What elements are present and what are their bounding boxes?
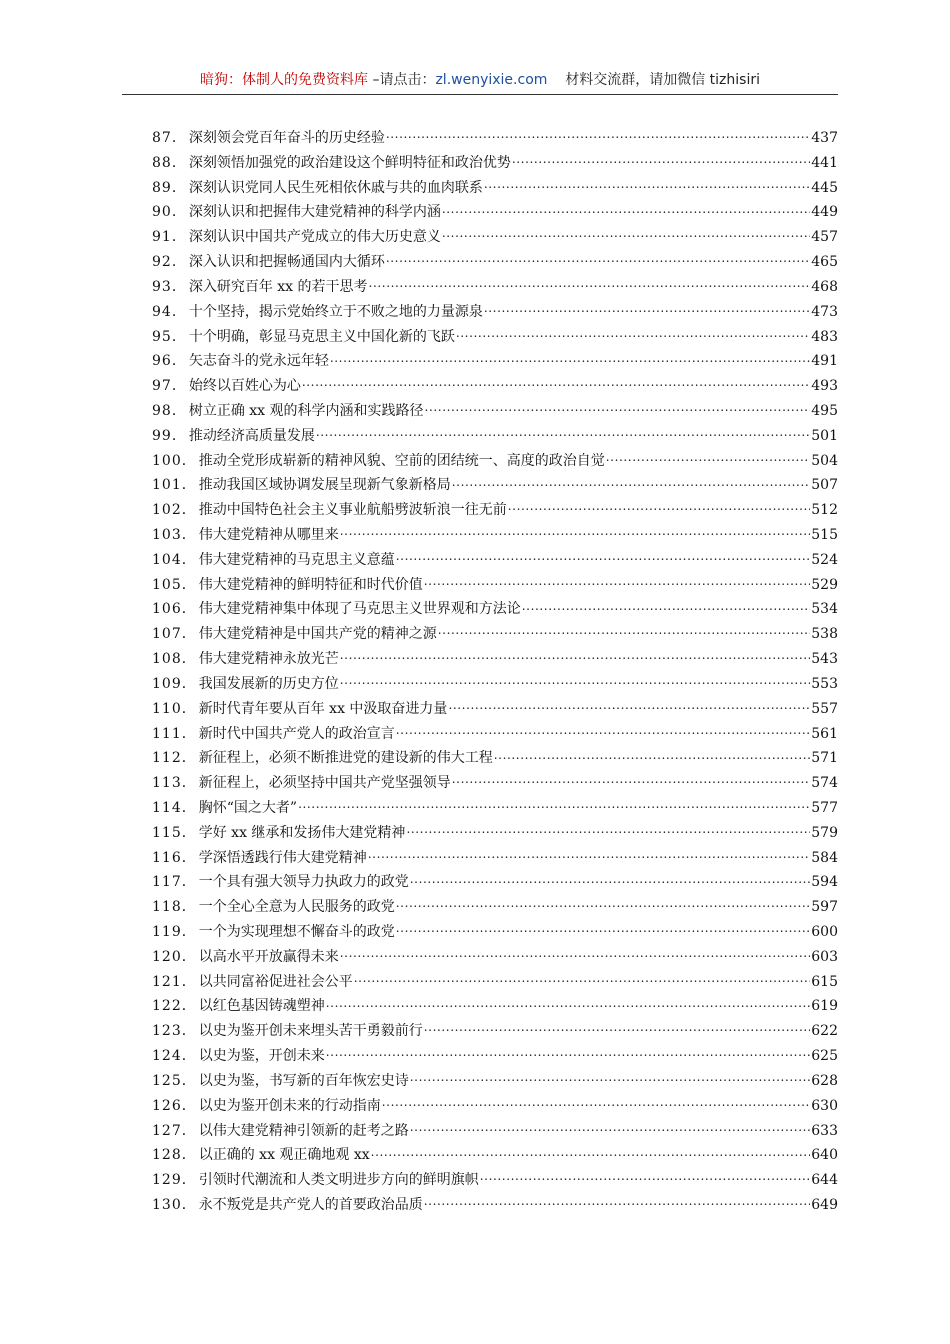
toc-entry[interactable]	[152, 722, 838, 747]
toc-entry-page-number: 584	[811, 849, 838, 866]
toc-entry-leader-dots	[396, 550, 811, 564]
toc-entry-title: 新时代中国共产党人的政治宣言	[198, 725, 395, 742]
toc-entry-number: 128．	[152, 1147, 197, 1164]
toc-entry-number: 91．	[152, 229, 187, 246]
toc-entry-page-number: 468	[811, 278, 838, 295]
toc-entry-title: 新征程上，必须坚持中国共产党坚强领导	[198, 775, 451, 792]
header-url-link[interactable]: zl.wenyixie.com	[435, 72, 548, 88]
toc-entry-leader-dots	[396, 922, 811, 936]
toc-entry-title: 推动我国区域协调发展呈现新气象新格局	[198, 477, 451, 494]
toc-entry-leader-dots	[424, 1021, 811, 1035]
toc-entry-title: 深刻领会党百年奋斗的历史经验	[188, 130, 385, 146]
toc-entry[interactable]	[152, 1119, 838, 1144]
toc-entry[interactable]	[152, 176, 838, 201]
toc-entry-leader-dots	[452, 773, 811, 787]
toc-entry-number: 108．	[152, 651, 197, 668]
toc-entry[interactable]	[152, 1019, 838, 1044]
toc-entry-page-number: 574	[811, 775, 838, 792]
toc-entry[interactable]	[152, 349, 838, 374]
toc-entry-page-number: 501	[811, 427, 838, 444]
toc-entry-page-number: 483	[811, 328, 838, 345]
toc-entry-title: 深刻认识和把握伟大建党精神的科学内涵	[188, 204, 441, 221]
toc-entry[interactable]	[152, 573, 838, 598]
toc-entry[interactable]	[152, 424, 838, 449]
toc-entry[interactable]	[152, 250, 838, 275]
toc-entry-number: 104．	[152, 551, 197, 568]
toc-entry-title: 一个为实现理想不懈奋斗的政党	[198, 924, 395, 940]
toc-entry-title: 矢志奋斗的党永远年轻	[188, 353, 329, 370]
toc-entry-page-number: 553	[811, 675, 838, 692]
toc-entry-title: 一个具有强大领导力执政力的政党	[198, 874, 409, 891]
header-brand: 暗狗：体制人的免费资料库	[200, 72, 368, 88]
toc-entry-leader-dots	[442, 202, 810, 216]
toc-entry-title: 伟大建党精神的马克思主义意蕴	[198, 551, 395, 568]
toc-entry[interactable]	[152, 1044, 838, 1069]
toc-entry-leader-dots	[326, 996, 811, 1010]
toc-entry-page-number: 561	[811, 725, 838, 742]
toc-entry-number: 117．	[152, 874, 197, 891]
table-of-contents	[152, 126, 838, 1218]
toc-entry-title: 以正确的 xx 观正确地观 xx	[198, 1147, 370, 1164]
toc-entry-page-number: 622	[811, 1023, 838, 1040]
toc-entry-page-number: 615	[811, 973, 838, 990]
toc-entry-number: 120．	[152, 948, 197, 965]
toc-entry-page-number: 437	[811, 130, 838, 146]
toc-entry-title: 始终以百姓心为心	[188, 378, 301, 395]
toc-entry-leader-dots	[512, 153, 810, 167]
toc-entry-leader-dots	[410, 872, 811, 886]
toc-entry-page-number: 644	[811, 1172, 838, 1189]
toc-entry-title: 引领时代潮流和人类文明进步方向的鲜明旗帜	[198, 1172, 479, 1189]
toc-entry[interactable]	[152, 1193, 838, 1218]
toc-entry-page-number: 512	[811, 502, 838, 519]
toc-entry-title: 新征程上，必须不断推进党的建设新的伟大工程	[198, 750, 493, 767]
toc-entry-title: 一个全心全意为人民服务的政党	[198, 899, 395, 916]
toc-entry-number: 87．	[152, 130, 187, 146]
toc-entry-number: 106．	[152, 601, 197, 618]
toc-entry-page-number: 594	[811, 874, 838, 891]
toc-entry-page-number: 571	[811, 750, 838, 767]
toc-entry-number: 109．	[152, 675, 197, 692]
toc-entry-number: 93．	[152, 278, 187, 295]
toc-entry-number: 115．	[152, 824, 197, 841]
toc-entry-number: 96．	[152, 353, 187, 370]
toc-entry-leader-dots	[484, 302, 810, 316]
toc-entry-title: 以史为鉴开创未来的行动指南	[198, 1097, 381, 1114]
toc-entry-number: 113．	[152, 775, 197, 792]
toc-entry-leader-dots	[456, 327, 810, 341]
toc-entry-leader-dots	[340, 649, 811, 663]
toc-entry-leader-dots	[382, 1096, 811, 1110]
toc-entry-number: 126．	[152, 1097, 197, 1114]
toc-entry[interactable]	[152, 895, 838, 920]
toc-entry[interactable]	[152, 1168, 838, 1193]
toc-entry[interactable]	[152, 870, 838, 895]
toc-entry-leader-dots	[330, 351, 810, 365]
toc-entry-number: 127．	[152, 1122, 197, 1139]
toc-entry-number: 98．	[152, 402, 187, 419]
toc-entry-leader-dots	[368, 848, 811, 862]
toc-entry-title: 我国发展新的历史方位	[198, 675, 339, 692]
toc-entry-page-number: 441	[811, 154, 838, 171]
toc-entry-page-number: 534	[811, 601, 838, 618]
toc-entry[interactable]	[152, 225, 838, 250]
toc-entry-number: 111．	[152, 725, 197, 742]
header-click-prompt: –请点击：	[368, 72, 436, 88]
toc-entry-number: 101．	[152, 477, 197, 494]
toc-entry[interactable]	[152, 647, 838, 672]
toc-entry-page-number: 640	[811, 1147, 838, 1164]
toc-entry-leader-dots	[448, 699, 810, 713]
toc-entry-leader-dots	[369, 277, 811, 291]
toc-entry[interactable]	[152, 945, 838, 970]
toc-entry-title: 以伟大建党精神引领新的赶考之路	[198, 1122, 409, 1139]
toc-entry[interactable]	[152, 697, 838, 722]
toc-entry-title: 伟大建党精神从哪里来	[198, 527, 339, 543]
toc-entry-number: 116．	[152, 849, 197, 866]
toc-entry-number: 122．	[152, 998, 197, 1015]
toc-entry[interactable]	[152, 151, 838, 176]
toc-entry-number: 97．	[152, 378, 187, 395]
toc-entry-title: 深刻认识中国共产党成立的伟大历史意义	[188, 229, 441, 246]
toc-entry-leader-dots	[425, 401, 811, 415]
toc-entry-number: 118．	[152, 899, 197, 916]
toc-entry[interactable]	[152, 821, 838, 846]
toc-entry[interactable]	[152, 548, 838, 573]
toc-entry-title: 伟大建党精神的鲜明特征和时代价值	[198, 576, 423, 593]
toc-entry-page-number: 600	[811, 924, 838, 940]
toc-entry-leader-dots	[316, 426, 810, 440]
toc-entry[interactable]	[152, 796, 838, 821]
toc-entry-page-number: 557	[811, 700, 838, 717]
toc-entry-title: 推动经济高质量发展	[188, 427, 315, 444]
toc-entry-page-number: 473	[811, 303, 838, 320]
toc-entry[interactable]	[152, 200, 838, 225]
toc-entry-leader-dots	[386, 252, 810, 266]
toc-entry-title: 以史为鉴，开创未来	[198, 1048, 325, 1065]
toc-entry-leader-dots	[340, 947, 811, 961]
toc-entry[interactable]	[152, 622, 838, 647]
toc-entry-number: 119．	[152, 924, 197, 940]
page-header	[122, 66, 838, 95]
toc-entry-number: 90．	[152, 204, 187, 221]
toc-entry[interactable]	[152, 846, 838, 871]
toc-entry[interactable]	[152, 1069, 838, 1094]
toc-entry-number: 110．	[152, 700, 197, 717]
toc-entry-number: 102．	[152, 502, 197, 519]
toc-entry-page-number: 628	[811, 1072, 838, 1089]
toc-entry-title: 深刻领悟加强党的政治建设这个鲜明特征和政治优势	[188, 154, 511, 171]
toc-entry-title: 以红色基因铸魂塑神	[198, 998, 325, 1015]
toc-entry-title: 胸怀“国之大者”	[198, 799, 298, 816]
toc-entry-page-number: 630	[811, 1097, 838, 1114]
toc-entry-leader-dots	[396, 724, 811, 738]
toc-entry-number: 130．	[152, 1196, 197, 1213]
toc-entry-number: 125．	[152, 1072, 197, 1089]
toc-entry-page-number: 515	[811, 527, 838, 543]
toc-entry-leader-dots	[406, 823, 810, 837]
toc-entry[interactable]	[152, 473, 838, 498]
toc-entry-page-number: 603	[811, 948, 838, 965]
toc-entry[interactable]	[152, 275, 838, 300]
toc-entry-leader-dots	[484, 178, 810, 192]
toc-entry-page-number: 633	[811, 1122, 838, 1139]
toc-entry-number: 92．	[152, 254, 187, 271]
toc-entry-title: 以史为鉴开创未来埋头苦干勇毅前行	[198, 1023, 423, 1040]
toc-entry[interactable]	[152, 672, 838, 697]
toc-entry-leader-dots	[396, 897, 811, 911]
toc-entry-title: 新时代青年要从百年 xx 中汲取奋进力量	[198, 700, 448, 717]
toc-entry-title: 伟大建党精神集中体现了马克思主义世界观和方法论	[198, 601, 521, 618]
toc-entry[interactable]	[152, 771, 838, 796]
toc-entry-title: 学深悟透践行伟大建党精神	[198, 849, 367, 866]
toc-entry-number: 121．	[152, 973, 197, 990]
toc-entry-page-number: 625	[811, 1048, 838, 1065]
toc-entry-leader-dots	[424, 1195, 811, 1209]
toc-entry[interactable]	[152, 746, 838, 771]
toc-entry-title: 以高水平开放赢得未来	[198, 948, 339, 965]
toc-entry[interactable]	[152, 1143, 838, 1168]
toc-entry-page-number: 649	[811, 1196, 838, 1213]
toc-entry-page-number: 493	[811, 378, 838, 395]
toc-entry[interactable]	[152, 449, 838, 474]
toc-entry-leader-dots	[302, 376, 810, 390]
toc-entry-title: 永不叛党是共产党人的首要政治品质	[198, 1196, 423, 1213]
toc-entry-leader-dots	[371, 1145, 811, 1159]
toc-entry-title: 深入认识和把握畅通国内大循环	[188, 254, 385, 271]
toc-entry-number: 100．	[152, 452, 197, 469]
toc-entry-title: 伟大建党精神是中国共产党的精神之源	[198, 626, 437, 643]
toc-entry-leader-dots	[494, 748, 811, 762]
toc-entry-title: 十个坚持，揭示党始终立于不败之地的力量源泉	[188, 303, 483, 320]
toc-entry-number: 123．	[152, 1023, 197, 1040]
toc-entry-page-number: 465	[811, 254, 838, 271]
toc-entry-leader-dots	[452, 475, 811, 489]
toc-entry-number: 114．	[152, 799, 197, 816]
toc-entry[interactable]	[152, 399, 838, 424]
toc-entry[interactable]	[152, 300, 838, 325]
toc-entry[interactable]	[152, 970, 838, 995]
toc-entry[interactable]	[152, 126, 838, 151]
toc-entry-page-number: 445	[811, 179, 838, 196]
toc-entry-number: 88．	[152, 154, 187, 171]
toc-entry-title: 深入研究百年 xx 的若干思考	[188, 278, 368, 295]
toc-entry-title: 伟大建党精神永放光芒	[198, 651, 339, 668]
toc-entry-page-number: 507	[811, 477, 838, 494]
toc-entry-leader-dots	[508, 500, 811, 514]
toc-entry-number: 94．	[152, 303, 187, 320]
toc-entry-number: 95．	[152, 328, 187, 345]
toc-entry[interactable]	[152, 920, 838, 945]
toc-entry[interactable]	[152, 523, 838, 548]
toc-entry[interactable]	[152, 498, 838, 523]
toc-entry-number: 124．	[152, 1048, 197, 1065]
toc-entry-page-number: 579	[811, 824, 838, 841]
toc-entry-leader-dots	[386, 128, 810, 142]
toc-entry-title: 十个明确，彰显马克思主义中国化新的飞跃	[188, 328, 455, 345]
toc-entry[interactable]	[152, 325, 838, 350]
toc-entry-page-number: 449	[811, 204, 838, 221]
toc-entry-leader-dots	[606, 451, 811, 465]
toc-entry-leader-dots	[298, 798, 810, 812]
toc-entry-page-number: 597	[811, 899, 838, 916]
toc-entry-page-number: 529	[811, 576, 838, 593]
toc-entry-leader-dots	[424, 575, 811, 589]
toc-entry[interactable]	[152, 374, 838, 399]
toc-entry-page-number: 504	[811, 452, 838, 469]
toc-entry-title: 推动全党形成崭新的精神风貌、空前的团结统一、高度的政治自觉	[198, 452, 605, 469]
toc-entry-page-number: 495	[811, 402, 838, 419]
toc-entry-page-number: 543	[811, 651, 838, 668]
toc-entry-number: 103．	[152, 527, 197, 543]
toc-entry-leader-dots	[410, 1071, 811, 1085]
toc-entry-title: 以共同富裕促进社会公平	[198, 973, 353, 990]
toc-entry-title: 推动中国特色社会主义事业航船劈波斩浪一往无前	[198, 502, 507, 519]
toc-entry-leader-dots	[354, 972, 811, 986]
toc-entry[interactable]	[152, 994, 838, 1019]
toc-entry-number: 105．	[152, 576, 197, 593]
toc-entry-number: 112．	[152, 750, 197, 767]
toc-entry-leader-dots	[340, 525, 811, 539]
toc-entry-leader-dots	[410, 1121, 811, 1135]
toc-entry-number: 107．	[152, 626, 197, 643]
toc-entry-page-number: 538	[811, 626, 838, 643]
toc-entry-leader-dots	[522, 599, 811, 613]
toc-entry-page-number: 577	[811, 799, 838, 816]
header-wechat-text: 材料交流群，请加微信 tizhisiri	[565, 72, 760, 88]
toc-entry-leader-dots	[438, 624, 811, 638]
toc-entry-page-number: 619	[811, 998, 838, 1015]
toc-entry-page-number: 457	[811, 229, 838, 246]
toc-entry-page-number: 524	[811, 551, 838, 568]
toc-entry-page-number: 491	[811, 353, 838, 370]
toc-entry-title: 学好 xx 继承和发扬伟大建党精神	[198, 824, 406, 841]
toc-entry-leader-dots	[480, 1170, 811, 1184]
toc-entry-leader-dots	[340, 674, 811, 688]
toc-entry-leader-dots	[326, 1046, 811, 1060]
toc-entry-number: 89．	[152, 179, 187, 196]
toc-entry-title: 以史为鉴，书写新的百年恢宏史诗	[198, 1072, 409, 1089]
toc-entry[interactable]	[152, 597, 838, 622]
toc-entry-title: 深刻认识党同人民生死相依休戚与共的血肉联系	[188, 179, 483, 196]
header-spacer	[547, 72, 565, 88]
toc-entry-title: 树立正确 xx 观的科学内涵和实践路径	[188, 402, 424, 419]
toc-entry-number: 99．	[152, 427, 187, 444]
toc-entry-number: 129．	[152, 1172, 197, 1189]
toc-entry[interactable]	[152, 1094, 838, 1119]
toc-entry-leader-dots	[442, 227, 810, 241]
